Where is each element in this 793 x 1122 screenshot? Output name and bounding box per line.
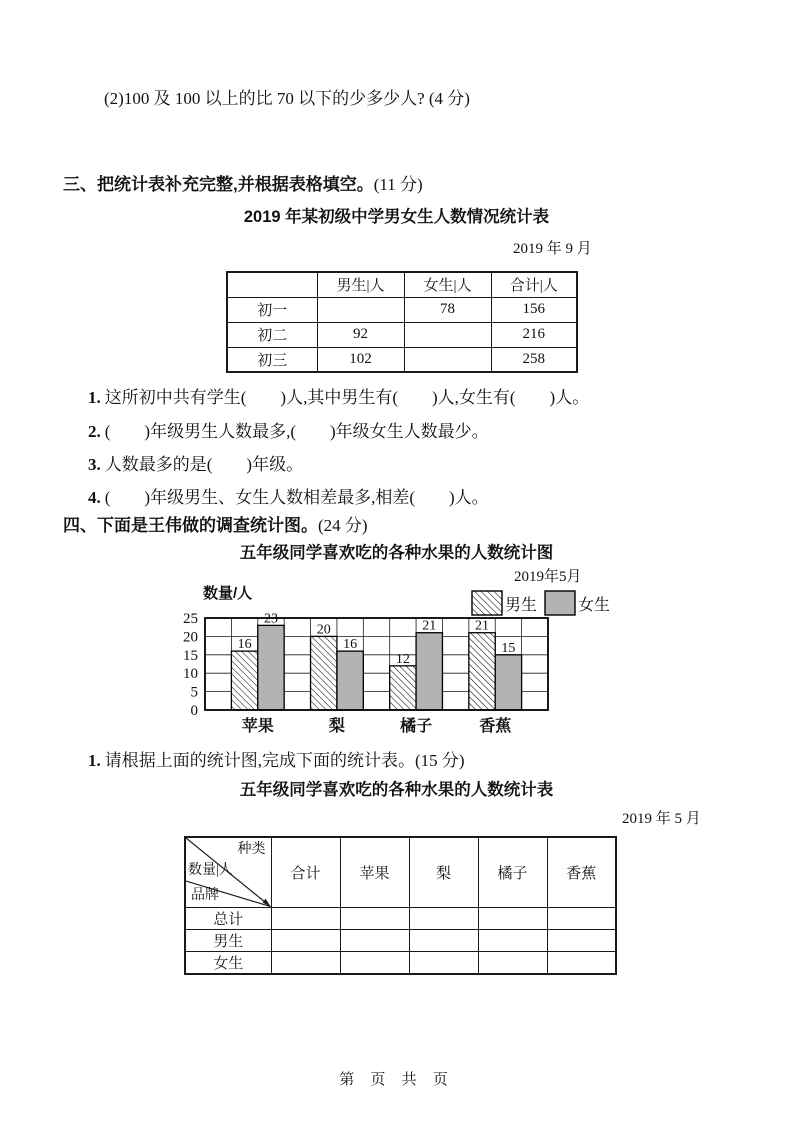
table2-corner-cell [185,837,271,907]
y-tick-label: 15 [183,647,198,664]
empty-cell [478,929,547,951]
y-tick-label: 25 [183,611,198,627]
legend-label: 女生 [578,597,610,614]
bar-value-label: 21 [422,618,437,634]
table-cell: 216 [491,322,577,347]
fill-question-4 [88,483,489,508]
empty-cell [340,907,409,929]
table1-header-female: 女生|人 [404,272,491,297]
table1-row-grade2 [227,322,577,347]
empty-cell [409,907,478,929]
table2-row-total [185,907,616,929]
question-text: 人数最多的是( )年级。 [104,455,304,474]
empty-cell [478,951,547,974]
category-label: 香蕉 [479,718,512,735]
bar-value-label: 23 [263,611,278,627]
bar-value-label: 16 [237,637,252,653]
table1-header-row [227,272,577,297]
question-number: 4. [88,488,101,507]
table2-header-orange: 橘子 [478,837,547,907]
fill-question-3 [88,450,303,475]
row-label: 初一 [227,297,317,322]
empty-cell [478,907,547,929]
table2-title: 五年级同学喜欢吃的各种水果的人数统计表 [239,781,554,799]
bar-女生-苹果 [258,625,284,710]
question-2-text: (2)100 及 100 以上的比 70 以下的少多少人? (4 分) [104,89,470,108]
table1-title: 2019 年某初级中学男女生人数情况统计表 [243,208,550,226]
empty-cell [271,929,340,951]
corner-label-quantity: 数量|人 [188,863,233,878]
question-number: 1. [88,388,101,407]
category-label: 梨 [328,718,345,735]
table2-header-banana: 香蕉 [547,837,616,907]
bar-value-label: 15 [501,640,516,656]
table2-date: 2019 年 5 月 [622,811,701,827]
table1-header-male: 男生|人 [317,272,404,297]
empty-cell [547,907,616,929]
legend-label: 男生 [505,597,538,614]
section3-heading-text: 三、把统计表补充完整,并根据表格填空。 [63,175,374,194]
fill-question-2 [88,417,489,442]
table2-header-total: 合计 [271,837,340,907]
table1-header-total: 合计|人 [491,272,577,297]
row-label: 男生 [185,929,271,951]
table2-row-male [185,929,616,951]
bar-女生-橘子 [416,633,442,710]
empty-cell [547,951,616,974]
bar-value-label: 16 [343,637,358,653]
row-label: 初三 [227,347,317,372]
bar-男生-苹果 [231,651,257,710]
empty-cell [409,951,478,974]
question-text: 请根据上面的统计图,完成下面的统计表。 [104,751,415,770]
fruit-bar-chart [160,583,610,738]
question-text: ( )年级男生人数最多,( )年级女生人数最少。 [104,422,489,441]
table-cell: 78 [404,297,491,322]
section4-heading [63,511,368,536]
table1-row-grade1 [227,297,577,322]
chart-date: 2019年5月 [514,569,582,585]
y-axis-label: 数量/人 [203,585,253,602]
bar-value-label: 12 [395,651,410,667]
table-cell [317,297,404,322]
bar-男生-橘子 [390,666,416,710]
empty-cell [340,951,409,974]
fill-question-1 [88,383,589,408]
table2-header-row [185,837,616,907]
category-label: 苹果 [241,718,274,735]
y-tick-label: 20 [183,629,198,646]
legend-swatch-男生 [472,591,502,615]
table2-header-pear: 梨 [409,837,478,907]
legend-swatch-女生 [545,591,575,615]
table1-student-counts [226,271,578,373]
category-label: 橘子 [400,718,433,735]
y-tick-label: 10 [183,666,198,683]
table2-fruit-survey [184,836,617,975]
row-label: 初二 [227,322,317,347]
question-text: ( )年级男生、女生人数相差最多,相差( )人。 [104,488,489,507]
bar-男生-梨 [311,636,337,710]
bar-value-label: 20 [316,622,331,638]
chart-title: 五年级同学喜欢吃的各种水果的人数统计图 [239,544,554,562]
page-footer: 第 页 共 页 [339,1071,454,1088]
table-cell [404,322,491,347]
bar-女生-梨 [337,651,363,710]
corner-label-brand: 品牌 [191,887,219,903]
question-number: 3. [88,455,101,474]
question-number: 1. [88,751,101,770]
empty-cell [271,951,340,974]
question-number: 2. [88,422,101,441]
question-score: (15 分) [415,751,465,770]
table2-header-apple: 苹果 [340,837,409,907]
empty-cell [547,929,616,951]
table-cell: 92 [317,322,404,347]
section4-heading-text: 四、下面是王伟做的调查统计图。 [63,516,318,535]
bar-女生-香蕉 [495,655,521,710]
empty-cell [271,907,340,929]
section4-question-1 [88,746,465,771]
empty-cell [340,929,409,951]
y-tick-label: 5 [190,684,198,701]
empty-cell [409,929,478,951]
table1-header-blank [227,272,317,297]
bar-value-label: 21 [475,618,490,634]
section3-heading [63,170,423,195]
row-label: 总计 [185,907,271,929]
y-tick-label: 0 [190,703,198,719]
section4-score: (24 分) [318,516,368,535]
table-cell: 102 [317,347,404,372]
corner-label-category: 种类 [237,842,266,857]
table1-date: 2019 年 9 月 [513,241,592,257]
question-text: 这所初中共有学生( )人,其中男生有( )人,女生有( )人。 [104,388,590,407]
table-cell: 258 [491,347,577,372]
table-cell [404,347,491,372]
section3-score: (11 分) [373,175,423,194]
chart-legend [472,591,610,615]
table-cell: 156 [491,297,577,322]
row-label: 女生 [185,951,271,974]
table2-row-female [185,951,616,974]
table1-row-grade3 [227,347,577,372]
bar-男生-香蕉 [469,633,495,710]
